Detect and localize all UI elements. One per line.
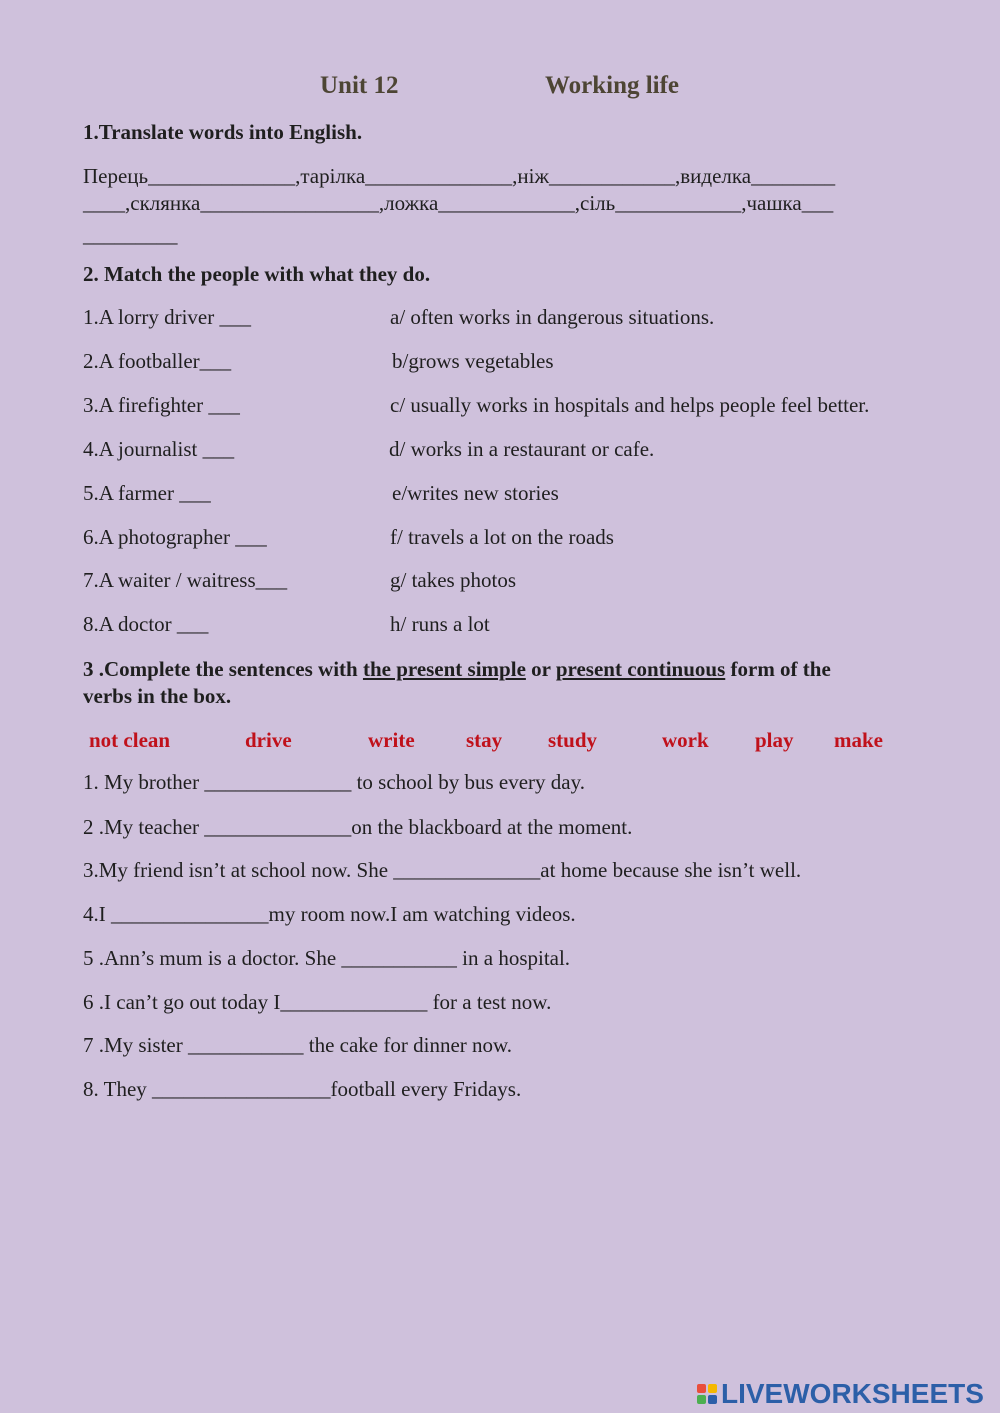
verb-option: drive — [245, 728, 292, 752]
person-item: 8.A doctor ___ — [83, 612, 209, 636]
logo-text: LIVEWORKSHEETS — [721, 1378, 984, 1409]
ex1-line-3: _________ — [83, 223, 178, 247]
ex3-heading — [83, 657, 831, 682]
verb-option: write — [368, 728, 415, 752]
verb-option: not clean — [89, 728, 171, 752]
ex1-line-2: ____,склянка_________________,ложка_____________,сіль____________,чашка___ — [83, 191, 834, 215]
verb-option: study — [548, 728, 598, 752]
sentence-item: 5 .Ann’s mum is a doctor. She ___________ in a hospital. — [83, 946, 571, 970]
activity-item: h/ runs a lot — [390, 612, 490, 636]
sentence-item: 4.I _______________my room now.I am watching videos. — [83, 902, 576, 926]
ex3-heading-underlined: present continuous — [555, 657, 726, 681]
sentence-item: 3.My friend isn’t at school now. She ______________at home because she isn’t well. — [83, 858, 802, 882]
sentence-item: 2 .My teacher ______________on the blackboard at the moment. — [83, 815, 633, 839]
person-item: 6.A photographer ___ — [83, 525, 267, 549]
activity-item: a/ often works in dangerous situations. — [390, 305, 715, 329]
person-item: 5.A farmer ___ — [83, 481, 211, 505]
person-item: 4.A journalist ___ — [83, 437, 235, 461]
ex3-heading-text: form of the — [725, 657, 831, 681]
sentence-item: 1. My brother ______________ to school by bus every day. — [83, 770, 585, 794]
person-item: 3.A firefighter ___ — [83, 393, 240, 417]
person-item: 2.A footballer___ — [83, 349, 232, 373]
ex2-heading: 2. Match the people with what they do. — [83, 262, 431, 286]
activity-item: c/ usually works in hospitals and helps people feel better. — [390, 393, 870, 417]
sentence-item: 7 .My sister ___________ the cake for dinner now. — [83, 1033, 513, 1057]
activity-item: f/ travels a lot on the roads — [390, 525, 614, 549]
logo-mark-icon — [697, 1384, 717, 1404]
ex1-line-1: Перець______________,тарілка______________,ніж____________,виделка________ — [83, 164, 836, 188]
ex1-heading: 1.Translate words into English. — [83, 120, 363, 144]
topic-title: Working life — [545, 72, 680, 99]
ex3-heading-underlined: the present simple — [362, 657, 526, 681]
person-item: 1.A lorry driver ___ — [83, 305, 251, 329]
person-item: 7.A waiter / waitress___ — [83, 568, 288, 592]
activity-item: d/ works in a restaurant or cafe. — [389, 437, 655, 461]
verb-option: work — [662, 728, 709, 752]
sentence-item: 6 .I can’t go out today I______________ for a test now. — [83, 990, 552, 1014]
ex3-heading-line2: verbs in the box. — [83, 684, 232, 708]
activity-item: b/grows vegetables — [392, 349, 554, 373]
ex3-heading-text: 3 .Complete the sentences with — [83, 657, 363, 681]
activity-item: e/writes new stories — [392, 481, 559, 505]
unit-title: Unit 12 — [320, 72, 399, 99]
liveworksheets-logo — [697, 1378, 984, 1410]
verb-option: play — [755, 728, 794, 752]
verb-option: make — [834, 728, 883, 752]
verb-option: stay — [466, 728, 503, 752]
activity-item: g/ takes photos — [390, 568, 516, 592]
ex3-heading-text: or — [525, 657, 556, 681]
sentence-item: 8. They _________________football every Fridays. — [83, 1077, 522, 1101]
